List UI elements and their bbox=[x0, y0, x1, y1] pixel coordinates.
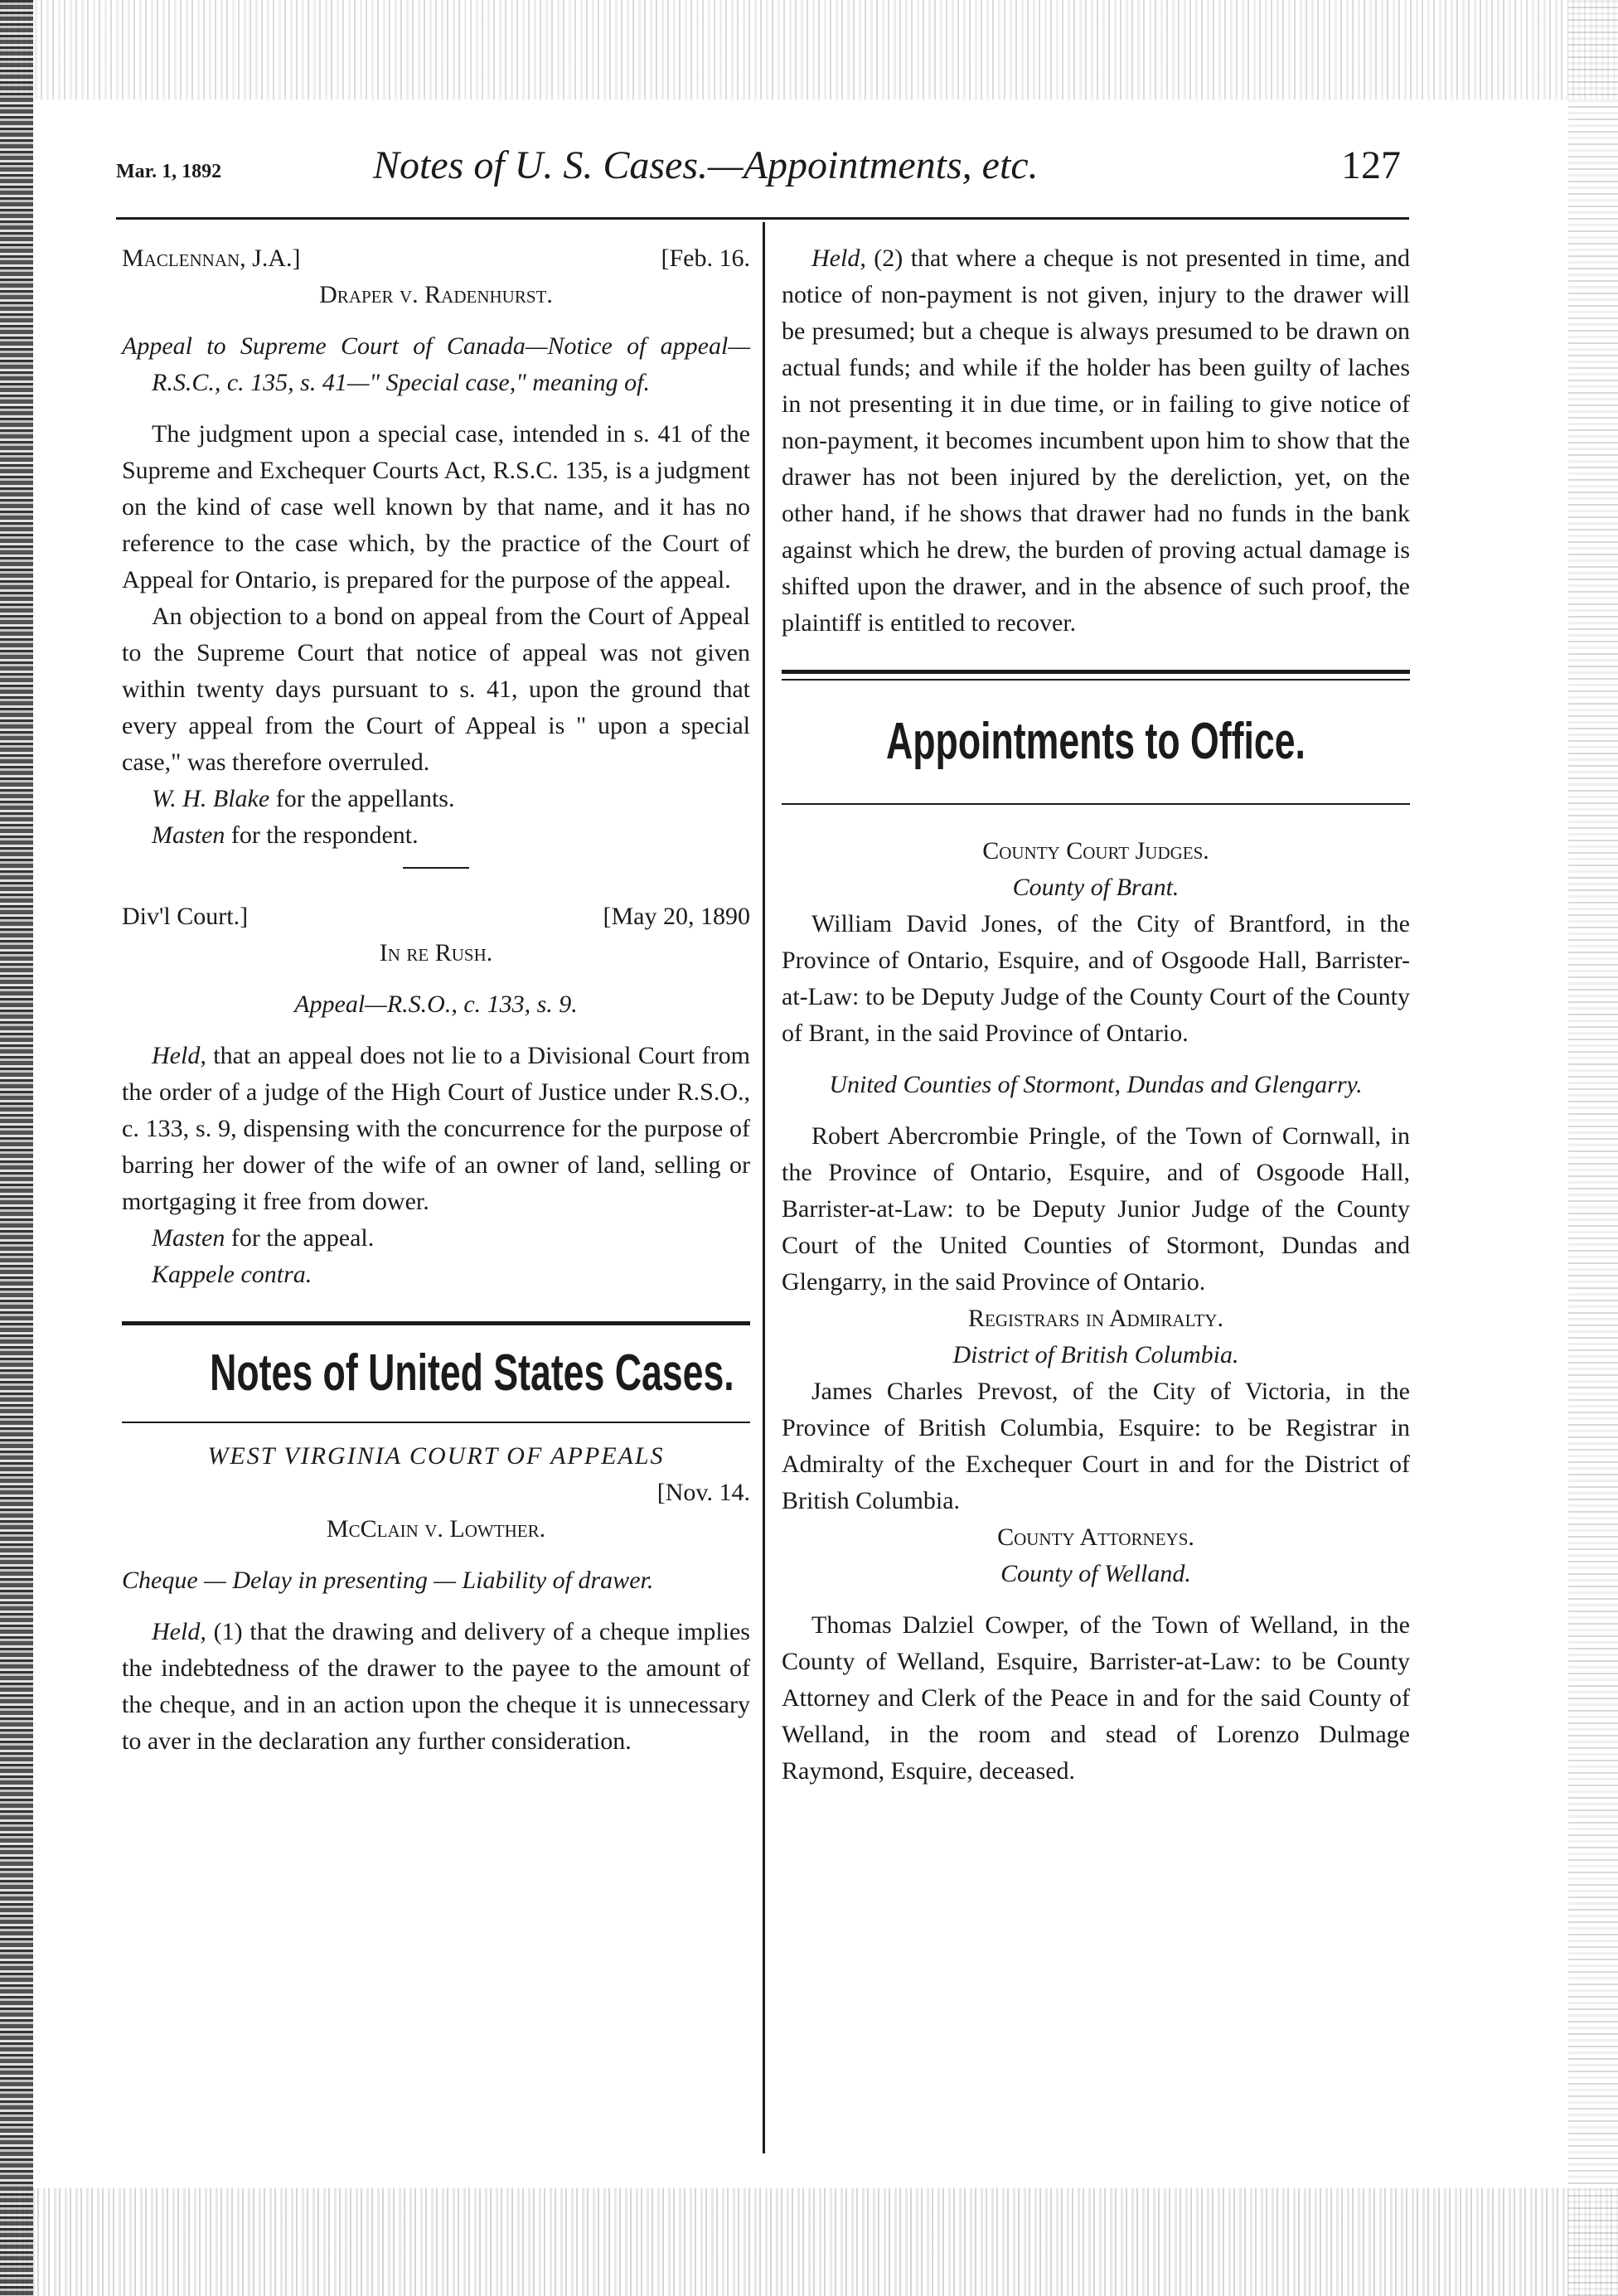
case-3-court: WEST VIRGINIA COURT OF APPEALS bbox=[207, 1442, 665, 1470]
case-2-counsel-contra: Kappele contra. bbox=[152, 1261, 312, 1288]
held-text: (2) that where a cheque is not presented in time, and notice of non-payment is not given, injury to the drawer will be presumed; but a cheque is always presumed to be drawn on actual funds; and while if the holder has been guilty of laches in not presenting it in due time, or in failing to give notice of non-payment, it becomes incumbent upon him to show that the drawer has not been injured by the dereliction, yet, on the other hand, if he shows that drawer had no funds in the bank against which he drew, the burden of proving actual damage is shifted upon the drawer, and in the absence of such proof, the plaintiff is entitled to recover. bbox=[782, 245, 1410, 637]
heading-county-court-judges: County Court Judges. bbox=[982, 837, 1209, 865]
held-label: Held, bbox=[811, 245, 866, 272]
case-3-holding-1 bbox=[122, 1614, 750, 1760]
case-3-headnote: Cheque — Delay in presenting — Liability of drawer. bbox=[122, 1567, 654, 1594]
counsel-role: for the respondent. bbox=[225, 821, 419, 849]
case-1-headnote: Appeal to Supreme Court of Canada—Notice of appeal—R.S.C., c. 135, s. 41—" Special case," meaning of. bbox=[122, 332, 750, 396]
subheading-stormont-dundas-glengarry: United Counties of Stormont, Dundas and Glengarry. bbox=[829, 1071, 1363, 1098]
appointment-cowper: Thomas Dalziel Cowper, of the Town of Welland, in the County of Welland, Esquire, Barrister-at-Law: to be County Attorney and Clerk of the Peace in and for the said County of Welland, in the room and stead of Lorenzo Dulmage Raymond, Esquire, deceased. bbox=[782, 1611, 1410, 1785]
section-title-us-cases: Notes of United States Cases. bbox=[210, 1344, 734, 1402]
case-separator bbox=[403, 867, 469, 869]
counsel-role: for the appeal. bbox=[225, 1224, 375, 1252]
case-3-date: [Nov. 14. bbox=[656, 1479, 750, 1506]
counsel-name: Masten bbox=[152, 1224, 225, 1252]
counsel-name: W. H. Blake bbox=[152, 785, 270, 812]
right-column bbox=[782, 240, 1410, 1790]
subheading-british-columbia: District of British Columbia. bbox=[952, 1341, 1239, 1368]
scan-edge-right bbox=[1568, 0, 1618, 2296]
heading-registrars-admiralty: Registrars in Admiralty. bbox=[968, 1305, 1223, 1332]
held-label: Held, bbox=[152, 1618, 206, 1645]
case-1-judge: Maclennan, J.A.] bbox=[122, 245, 301, 272]
case-3-holding-2 bbox=[782, 240, 1410, 642]
scan-noise-bottom bbox=[0, 2188, 1618, 2296]
page-header bbox=[116, 141, 1409, 199]
section-title-appointments: Appointments to Office. bbox=[886, 713, 1306, 770]
counsel-role: for the appellants. bbox=[269, 785, 455, 812]
held-text: that an appeal does not lie to a Divisional Court from the order of a judge of the High Court of Justice under R.S.O., c. 133, s. 9, dispensing with the concurrence for the purpose of barring her dower of the wife of an owner of land, selling or mortgaging it free from dower. bbox=[122, 1042, 750, 1215]
case-1-counsel-respondent bbox=[122, 817, 750, 854]
case-2-heading-row bbox=[122, 899, 750, 935]
subheading-county-of-brant: County of Brant. bbox=[1012, 874, 1180, 901]
column-divider bbox=[763, 222, 765, 2153]
header-rule bbox=[116, 217, 1409, 220]
case-1-counsel-appellants bbox=[122, 781, 750, 817]
appointment-pringle: Robert Abercrombie Pringle, of the Town of Cornwall, in the Province of Ontario, Esquire, and of Osgoode Hall, Barrister-at-Law: to be Deputy Junior Judge of the County Court of the United Counties of Stormont, Dundas and Glengarry, in the said Province of Ontario. bbox=[782, 1122, 1410, 1296]
held-text: (1) that the drawing and delivery of a cheque implies the indebtedness of the drawer to the payee to the amount of the cheque, and in an action upon the cheque it is unnecessary to aver in the declaration any further consideration. bbox=[122, 1618, 750, 1755]
left-column bbox=[122, 240, 750, 1760]
case-2-headnote: Appeal—R.S.O., c. 133, s. 9. bbox=[294, 991, 578, 1018]
appointment-jones: William David Jones, of the City of Brantford, in the Province of Ontario, Esquire, and of Osgoode Hall, Barrister-at-Law: to be Deputy Judge of the County Court of the County of Brant, in the said Province of Ontario. bbox=[782, 910, 1410, 1047]
header-date: Mar. 1, 1892 bbox=[116, 161, 222, 182]
case-2-title: In re Rush. bbox=[379, 939, 493, 966]
heading-county-attorneys: County Attorneys. bbox=[997, 1523, 1194, 1551]
case-3-title: McClain v. Lowther. bbox=[326, 1515, 546, 1543]
scan-noise-top bbox=[0, 0, 1618, 99]
case-1-title: Draper v. Radenhurst. bbox=[319, 281, 553, 308]
running-title: Notes of U. S. Cases.—Appointments, etc. bbox=[373, 143, 1039, 187]
case-2-holding bbox=[122, 1038, 750, 1220]
appointment-prevost: James Charles Prevost, of the City of Victoria, in the Province of British Columbia, Esquire: to be Registrar in Admiralty of the Exchequer Court in and for the District of British Columbia. bbox=[782, 1378, 1410, 1514]
case-2-counsel-appeal bbox=[122, 1220, 750, 1257]
scan-edge-left bbox=[0, 0, 33, 2296]
subheading-county-of-welland: County of Welland. bbox=[1000, 1560, 1191, 1587]
case-2-court: Div'l Court.] bbox=[122, 903, 249, 930]
case-1-paragraph-1: The judgment upon a special case, intended in s. 41 of the Supreme and Exchequer Courts Act, R.S.C. 135, is a judgment on the kind of case well known by that name, and it has no reference to the case which, by the practice of the Court of Appeal for Ontario, is prepared for the purpose of the appeal. bbox=[122, 420, 750, 593]
case-1-date: [Feb. 16. bbox=[661, 245, 750, 272]
case-2-date: [May 20, 1890 bbox=[603, 903, 750, 930]
case-1-heading-row bbox=[122, 240, 750, 277]
held-label: Held, bbox=[152, 1042, 206, 1069]
counsel-name: Masten bbox=[152, 821, 225, 849]
case-1-paragraph-2: An objection to a bond on appeal from the Court of Appeal to the Supreme Court that notice of appeal was not given within twenty days pursuant to s. 41, upon the ground that every appeal from the Court of Appeal is " upon a special case," was therefore overruled. bbox=[122, 603, 750, 776]
page-number: 127 bbox=[1341, 143, 1401, 187]
